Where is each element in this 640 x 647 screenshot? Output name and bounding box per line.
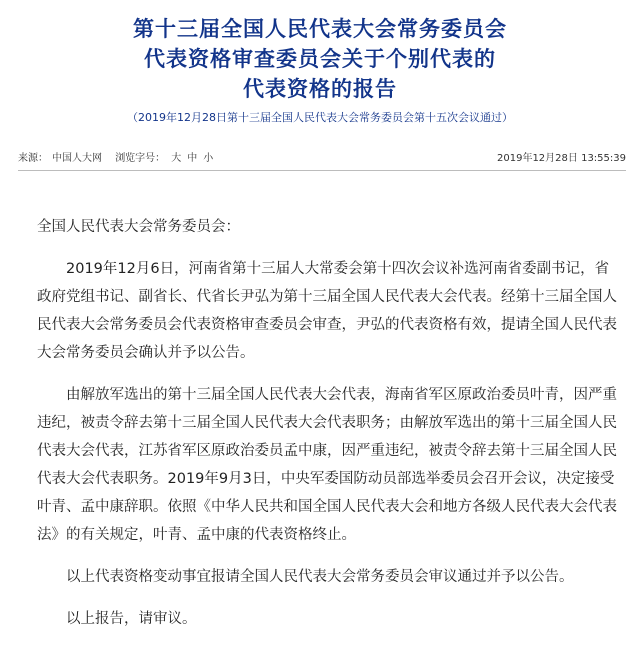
article-title-line-3: 代表资格的报告 bbox=[243, 76, 397, 101]
font-size-large-link[interactable]: 大 bbox=[171, 153, 182, 164]
publish-datetime: 2019年12月28日 13:55:39 bbox=[497, 153, 626, 164]
body-paragraph-1: 2019年12月6日，河南省第十三届人大常委会第十四次会议补选河南省委副书记，省政府党组书记、副省长、代省长尹弘为第十三届全国人民代表大会代表。经第十三届全国人民代表大会常务委员会代表资格审查委员会审查，尹弘的代表资格有效，提请全国人民代表大会常务委员会确认并予以公告。 bbox=[37, 261, 617, 361]
article-meta-bar bbox=[18, 148, 626, 171]
article-body bbox=[37, 213, 617, 647]
body-paragraph-4: 以上报告，请审议。 bbox=[66, 611, 197, 627]
font-size-label: 浏览字号： bbox=[115, 153, 166, 164]
font-size-small-link[interactable]: 小 bbox=[203, 153, 214, 164]
font-size-medium-link[interactable]: 中 bbox=[187, 153, 198, 164]
source-label: 来源： bbox=[18, 153, 48, 164]
body-paragraph-3: 以上代表资格变动事宜报请全国人民代表大会常务委员会审议通过并予以公告。 bbox=[66, 569, 574, 585]
article-title-line-2: 代表资格审查委员会关于个别代表的 bbox=[144, 46, 496, 71]
article-title-line-1: 第十三届全国人民代表大会常务委员会 bbox=[133, 16, 507, 41]
salutation: 全国人民代表大会常务委员会： bbox=[37, 219, 240, 235]
article-title-block bbox=[0, 14, 640, 126]
source-name: 中国人大网 bbox=[52, 153, 102, 164]
meta-left bbox=[18, 148, 217, 170]
body-paragraph-2: 由解放军选出的第十三届全国人民代表大会代表，海南省军区原政治委员叶青，因严重违纪，被责令辞去第十三届全国人民代表大会代表职务；由解放军选出的第十三届全国人民代表大会代表，江苏省军区原政治委员孟中康，因严重违纪，被责令辞去第十三届全国人民代表大会代表职务。2019年9月3日，中央军委国防动员部选举委员会召开会议，决定接受叶青、孟中康辞职。依照《中华人民共和国全国人民代表大会和地方各级人民代表大会代表法》的有关规定，叶青、孟中康的代表资格终止。 bbox=[37, 387, 617, 543]
article-subtitle: （2019年12月28日第十三届全国人民代表大会常务委员会第十五次会议通过） bbox=[127, 111, 513, 124]
